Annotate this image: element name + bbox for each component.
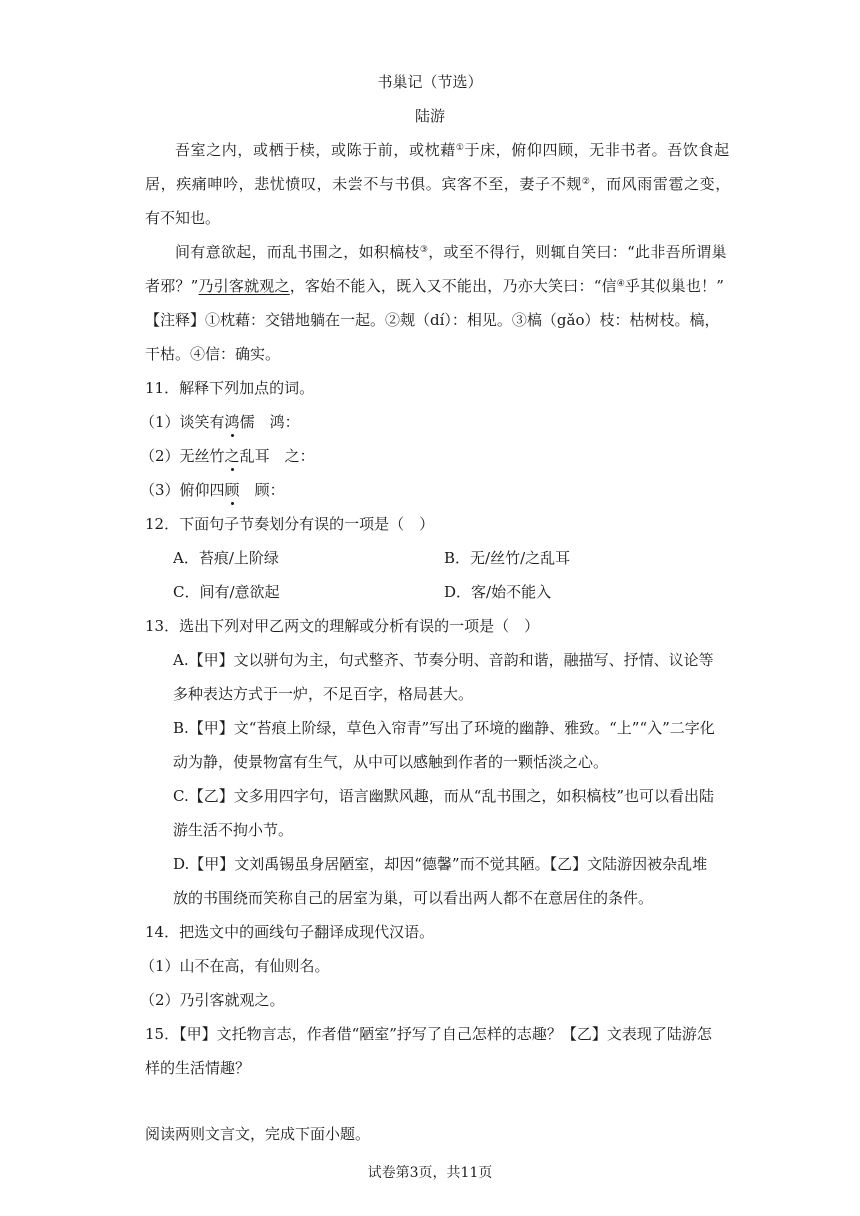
page-footer: 试卷第3页，共11页	[367, 1165, 493, 1181]
q13-option-b-line2: 动为静，使景物富有生气，从中可以感触到作者的一颗恬淡之心。	[173, 753, 609, 771]
q13-option-a-line2: 多种表达方式于一炉，不足百字，格局甚大。	[173, 685, 474, 703]
dotted-word: 鸿	[224, 413, 240, 431]
passage-p2-line1: 间有意欲起，而乱书围之，如积槁枝③，或至不得行，则辄自笑曰：“此非吾所谓巢	[175, 243, 727, 261]
q15-line2: 样的生活情趣？	[145, 1059, 251, 1077]
underlined-sentence: 乃引客就观之	[198, 277, 290, 295]
q11-item3: （3）俯仰四顾 顾：	[140, 481, 285, 499]
q13-option-c-line2: 游生活不拘小节。	[173, 821, 294, 839]
q11-item1: （1）谈笑有鸿儒 鸿：	[140, 413, 300, 431]
q12-option-d: D．客/始不能入	[444, 583, 552, 601]
q11-stem: 11．解释下列加点的词。	[145, 379, 315, 397]
passage-author: 陆游	[414, 107, 445, 125]
q12-option-b: B．无/丝竹/之乱耳	[444, 549, 571, 567]
q14-item1: （1）山不在高，有仙则名。	[140, 957, 330, 975]
q11-item2: （2）无丝竹之乱耳 之：	[140, 447, 315, 465]
passage-p1-line3: 有不知也。	[145, 209, 221, 227]
dotted-word: 顾	[224, 481, 240, 499]
q13-option-d-line1: D.【甲】文刘禹锡虽身居陋室，却因“德馨”而不觉其陋。【乙】文陆游因被杂乱堆	[173, 855, 708, 873]
passage-title: 书巢记（节选）	[377, 73, 483, 91]
q14-stem: 14．把选文中的画线句子翻译成现代汉语。	[145, 923, 435, 941]
q13-stem: 13．选出下列对甲乙两文的理解或分析有误的一项是（ ）	[145, 617, 540, 635]
notes-line2: 干枯。④信：确实。	[145, 345, 281, 363]
passage-p1-line1: 吾室之内，或栖于椟，或陈于前，或枕藉①于床，俯仰四顾，无非书者。吾饮食起	[175, 141, 730, 159]
notes-line1: 【注释】①枕藉：交错地躺在一起。②觌（dí）：相见。③槁（gǎo）枝：枯树枝。槁，	[145, 311, 720, 329]
passage-p1-line2: 居，疾痛呻吟，悲忧愤叹，未尝不与书俱。宾客不至，妻子不觌②，而风雨雷雹之变，	[145, 175, 731, 193]
next-section-instruction: 阅读两则文言文，完成下面小题。	[145, 1125, 371, 1143]
q12-option-c: C．间有/意欲起	[173, 583, 280, 601]
q15-line1: 15．【甲】文托物言志，作者借“陋室”抒写了自己怎样的志趣？【乙】文表现了陆游怎	[145, 1025, 712, 1043]
q13-option-d-line2: 放的书围绕而笑称自己的居室为巢，可以看出两人都不在意居住的条件。	[173, 889, 654, 907]
q13-option-b-line1: B.【甲】文“苔痕上阶绿，草色入帘青”写出了环境的幽静、雅致。“上”“入”二字化	[173, 719, 715, 737]
passage-p2-line2: 者邪？”乃引客就观之，客始不能入，既入又不能出，乃亦大笑曰：“信④乎其似巢也！”	[145, 277, 725, 295]
q14-item2: （2）乃引客就观之。	[140, 991, 285, 1009]
q12-option-a: A．苔痕/上阶绿	[173, 549, 279, 567]
q12-stem: 12．下面句子节奏划分有误的一项是（ ）	[145, 515, 435, 533]
q13-option-a-line1: A.【甲】文以骈句为主，句式整齐、节奏分明、音韵和谐，融描写、抒情、议论等	[173, 651, 714, 669]
dotted-word: 之	[224, 447, 240, 465]
q13-option-c-line1: C.【乙】文多用四字句，语言幽默风趣，而从“乱书围之，如积槁枝”也可以看出陆	[173, 787, 715, 805]
